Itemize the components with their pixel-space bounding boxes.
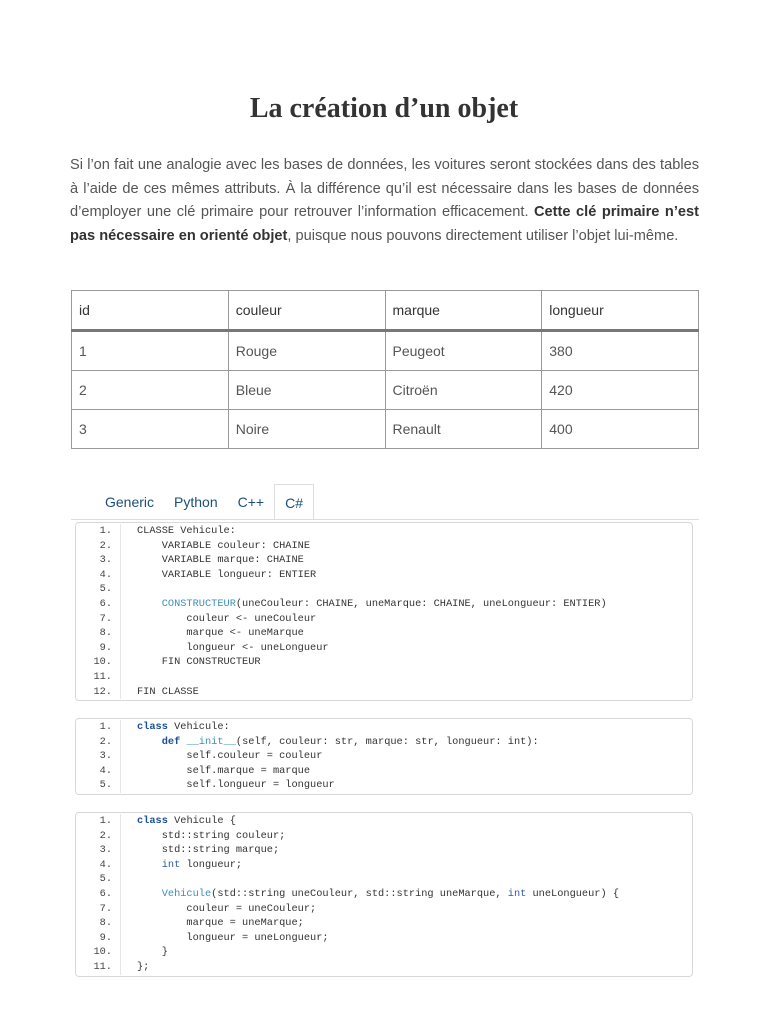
tabs-divider — [71, 519, 699, 520]
line-number: 9. — [76, 641, 121, 656]
line-number: 10. — [76, 945, 121, 960]
language-tabs — [95, 484, 314, 520]
line-number: 5. — [76, 872, 121, 887]
table-header-cell: id — [72, 291, 229, 331]
code-text: }; — [137, 960, 150, 973]
table-cell: 1 — [72, 331, 229, 371]
code-text — [121, 670, 692, 685]
table-cell: 420 — [542, 371, 699, 410]
intro-bold-text: Cette clé primaire n’est pas nécessaire en orienté objet — [70, 204, 699, 244]
code-text: VARIABLE marque: CHAINE — [137, 554, 304, 567]
code-line — [76, 626, 692, 641]
code-line — [76, 641, 692, 656]
line-number: 4. — [76, 568, 121, 583]
code-text — [121, 872, 692, 887]
code-line — [76, 764, 692, 779]
code-text: VARIABLE longueur: ENTIER — [137, 568, 317, 581]
code-line — [76, 902, 692, 917]
line-number: 7. — [76, 612, 121, 627]
code-line — [76, 916, 692, 931]
code-line — [76, 670, 692, 685]
code-line — [76, 887, 692, 902]
code-line — [76, 553, 692, 568]
tab-csharp[interactable]: C# — [274, 484, 314, 520]
table-row — [72, 331, 699, 371]
line-number: 6. — [76, 597, 121, 612]
line-number: 5. — [76, 582, 121, 597]
table-row — [72, 410, 699, 449]
code-text: self.longueur = longueur — [137, 779, 335, 792]
line-number: 2. — [76, 829, 121, 844]
line-number: 7. — [76, 902, 121, 917]
table-cell: Renault — [385, 410, 542, 449]
code-text: VARIABLE couleur: CHAINE — [137, 539, 311, 552]
code-line — [76, 872, 692, 887]
code-line — [76, 539, 692, 554]
table-cell: Bleue — [228, 371, 385, 410]
code-text: Vehicule(std::string uneCouleur, std::string uneMarque, int uneLongueur) { — [161, 887, 619, 900]
code-line — [76, 612, 692, 627]
intro-text-1: Si l’on fait une analogie avec les bases de données, les voitures seront stockées dans des tables à l’aide de ces mêmes attributs. À la différence qu’il est nécessaire dans les bases de données d’employer une clé primaire pour retrouver l’information efficacement. — [70, 157, 699, 220]
line-number: 6. — [76, 887, 121, 902]
code-text: couleur = uneCouleur; — [137, 902, 317, 915]
code-block-python — [75, 718, 693, 795]
code-line — [76, 931, 692, 946]
code-text: marque <- uneMarque — [137, 627, 304, 640]
table-header-cell: couleur — [228, 291, 385, 331]
code-text: class Vehicule { — [137, 815, 236, 827]
code-line — [76, 720, 692, 735]
vehicles-table — [71, 290, 699, 449]
table-cell: Peugeot — [385, 331, 542, 371]
code-text: class Vehicule: — [137, 721, 230, 733]
code-line — [76, 735, 692, 750]
line-number: 8. — [76, 916, 121, 931]
line-number: 11. — [76, 960, 121, 975]
code-line — [76, 655, 692, 670]
line-number: 10. — [76, 655, 121, 670]
code-text: self.marque = marque — [137, 764, 311, 777]
code-line — [76, 843, 692, 858]
code-text: int longueur; — [161, 858, 243, 871]
page-title: La création d’un objet — [249, 93, 519, 124]
code-text: longueur = uneLongueur; — [137, 931, 329, 944]
code-line — [76, 858, 692, 873]
tab-cpp[interactable]: C++ — [237, 494, 265, 510]
code-text: couleur <- uneCouleur — [137, 612, 317, 625]
code-text: CONSTRUCTEUR(uneCouleur: CHAINE, uneMarque: CHAINE, uneLongueur: ENTIER) — [161, 597, 607, 610]
line-number: 2. — [76, 735, 121, 750]
tab-python[interactable]: Python — [174, 494, 218, 510]
code-line — [76, 582, 692, 597]
line-number: 2. — [76, 539, 121, 554]
line-number: 9. — [76, 931, 121, 946]
tab-generic[interactable]: Generic — [105, 494, 155, 510]
intro-text-2: , puisque nous pouvons directement utiliser l’objet lui-même. — [287, 227, 679, 244]
code-text: self.couleur = couleur — [137, 750, 323, 763]
code-text: } — [137, 946, 168, 959]
line-number: 5. — [76, 778, 121, 793]
table-cell: 3 — [72, 410, 229, 449]
table-cell: Citroën — [385, 371, 542, 410]
code-text: CLASSE Vehicule: — [137, 525, 236, 537]
code-text: FIN CONSTRUCTEUR — [137, 656, 261, 669]
table-cell: Noire — [228, 410, 385, 449]
code-line — [76, 814, 692, 829]
code-line — [76, 749, 692, 764]
line-number: 4. — [76, 858, 121, 873]
code-text: def __init__(self, couleur: str, marque: str, longueur: int): — [161, 735, 539, 748]
code-text: std::string marque; — [137, 844, 280, 857]
line-number: 3. — [76, 749, 121, 764]
code-text: std::string couleur; — [137, 829, 286, 842]
code-line — [76, 778, 692, 793]
code-text — [121, 582, 692, 597]
code-text: longueur <- uneLongueur — [137, 641, 329, 654]
table-row — [72, 371, 699, 410]
code-line — [76, 685, 692, 700]
table-header-cell: longueur — [542, 291, 699, 331]
table-cell: Rouge — [228, 331, 385, 371]
line-number: 1. — [76, 814, 121, 829]
code-text: FIN CLASSE — [137, 685, 199, 698]
code-line — [76, 597, 692, 612]
line-number: 3. — [76, 553, 121, 568]
line-number: 3. — [76, 843, 121, 858]
line-number: 11. — [76, 670, 121, 685]
table-cell: 400 — [542, 410, 699, 449]
code-line — [76, 524, 692, 539]
code-line — [76, 568, 692, 583]
code-block-cpp — [75, 812, 693, 977]
line-number: 8. — [76, 626, 121, 641]
table-header-cell: marque — [385, 291, 542, 331]
code-block-generic — [75, 522, 693, 701]
code-line — [76, 960, 692, 975]
line-number: 1. — [76, 720, 121, 735]
table-cell: 380 — [542, 331, 699, 371]
code-line — [76, 829, 692, 844]
line-number: 4. — [76, 764, 121, 779]
line-number: 1. — [76, 524, 121, 539]
table-header-row — [72, 291, 699, 331]
code-text: marque = uneMarque; — [137, 917, 304, 930]
intro-paragraph — [70, 154, 699, 248]
table-cell: 2 — [72, 371, 229, 410]
line-number: 12. — [76, 685, 121, 700]
code-line — [76, 945, 692, 960]
